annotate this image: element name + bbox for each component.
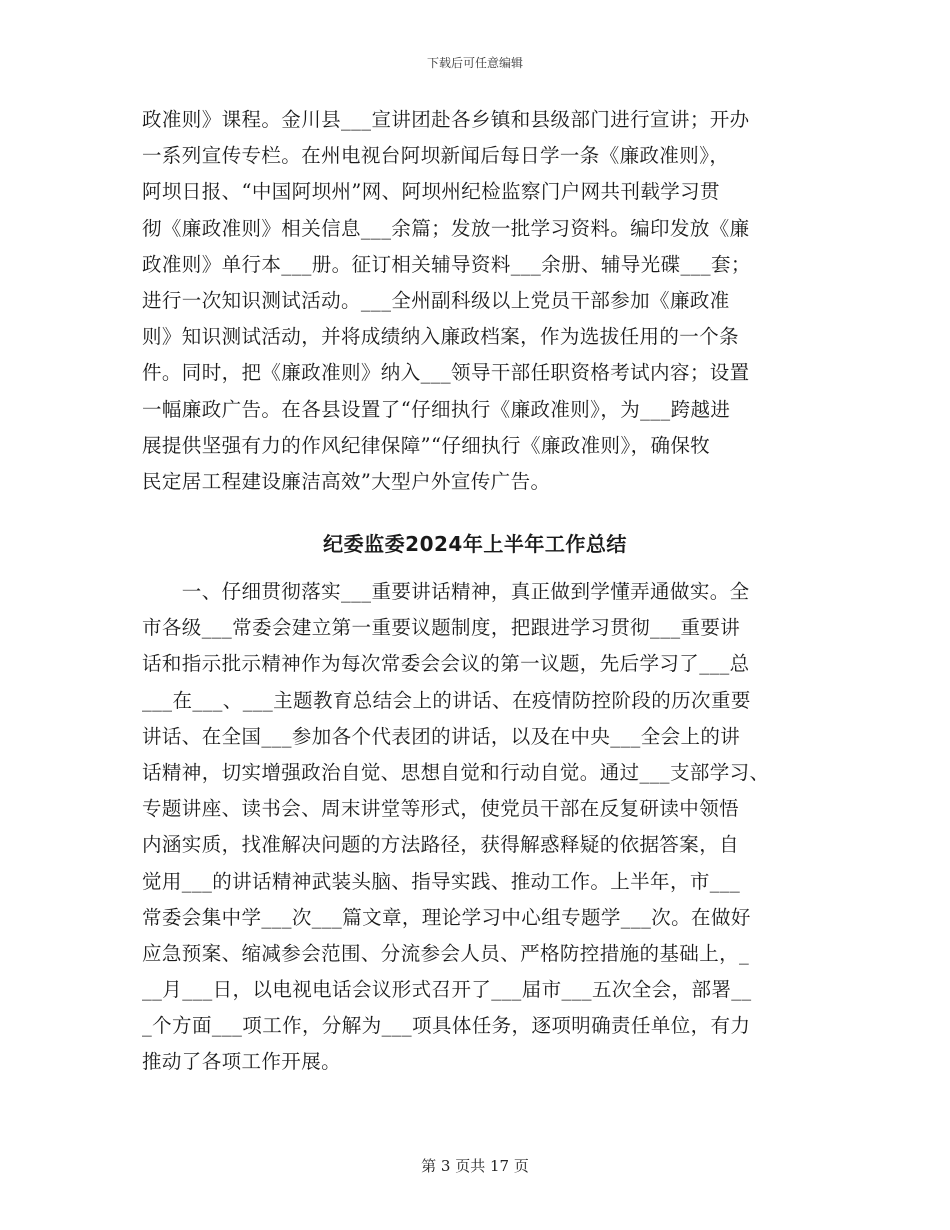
text-line: 民定居工程建设廉洁高效”大型户外宣传广告。 bbox=[142, 469, 551, 493]
text-line: 政准则》单行本___册。征订相关辅导资料___余册、辅导光碟___套； bbox=[142, 252, 751, 276]
text-line: 常委会集中学___次___篇文章，理论学习中心组专题学___次。在做好 bbox=[142, 905, 751, 929]
text-line: 彻《廉政准则》相关信息___余篇；发放一批学习资料。编印发放《廉 bbox=[142, 216, 750, 240]
text-line: 觉用___的讲话精神武装头脑、指导实践、推动工作。上半年，市___ bbox=[142, 869, 741, 893]
text-line: _个方面___项工作，分解为___项具体任务，逐项明确责任单位，有力 bbox=[142, 1014, 751, 1038]
paragraph-section-one bbox=[142, 574, 822, 1081]
text-line: ___在___、___主题教育总结会上的讲话、在疫情防控阶段的历次重要 bbox=[142, 688, 751, 712]
text-line: 讲话、在全国___参加各个代表团的讲话，以及在中央___全会上的讲 bbox=[142, 724, 741, 748]
text-line: 则》知识测试活动，并将成绩纳入廉政档案，作为选拔任用的一个条 bbox=[142, 325, 740, 349]
text-line: 应急预案、缩减参会范围、分流参会人员、严格防控措施的基础上，_ bbox=[142, 941, 750, 965]
text-line: 进行一次知识测试活动。___全州副科级以上党员干部参加《廉政准 bbox=[142, 288, 730, 312]
text-line: 件。同时，把《廉政准则》纳入___领导干部任职资格考试内容；设置 bbox=[142, 361, 750, 385]
document-title: 纪委监委2024年上半年工作总结 bbox=[323, 532, 627, 556]
text-line: __月___日，以电视电话会议形式召开了___届市___五次全会，部署__ bbox=[142, 978, 752, 1002]
page-number: 第 3 页共 17 页 bbox=[421, 1157, 529, 1175]
text-line: 推动了各项工作开展。 bbox=[142, 1050, 342, 1074]
text-line: 话和指示批示精神作为每次常委会会议的第一议题，先后学习了___总 bbox=[142, 652, 750, 676]
text-line: 内涵实质，找准解决问题的方法路径，获得解惑释疑的依据答案，自 bbox=[142, 833, 740, 857]
text-line: 话精神，切实增强政治自觉、思想自觉和行动自觉。通过___支部学习、 bbox=[142, 760, 770, 784]
text-line: 一、仔细贯彻落实___重要讲话精神，真正做到学懂弄通做实。全 bbox=[142, 580, 750, 603]
text-line: 展提供坚强有力的作风纪律保障”“仔细执行《廉政准则》，确保牧 bbox=[142, 433, 711, 457]
paragraph-continued bbox=[142, 102, 822, 500]
text-line: 市各级___常委会建立第一重要议题制度，把跟进学习贯彻___重要讲 bbox=[142, 616, 741, 640]
text-line: 一幅廉政广告。在各县设置了“仔细执行《廉政准则》，为___跨越进 bbox=[142, 397, 731, 421]
text-line: 阿坝日报、“中国阿坝州”网、阿坝州纪检监察门户网共刊载学习贯 bbox=[142, 180, 720, 204]
page-header-note: 下载后可任意编辑 bbox=[426, 56, 523, 70]
text-line: 政准则》课程。金川县___宣讲团赴各乡镇和县级部门进行宣讲；开办 bbox=[142, 108, 750, 131]
text-line: 专题讲座、读书会、周末讲堂等形式，使党员干部在反复研读中领悟 bbox=[142, 797, 740, 821]
text-line: 一系列宣传专栏。在州电视台阿坝新闻后每日学一条《廉政准则》， bbox=[142, 144, 730, 168]
